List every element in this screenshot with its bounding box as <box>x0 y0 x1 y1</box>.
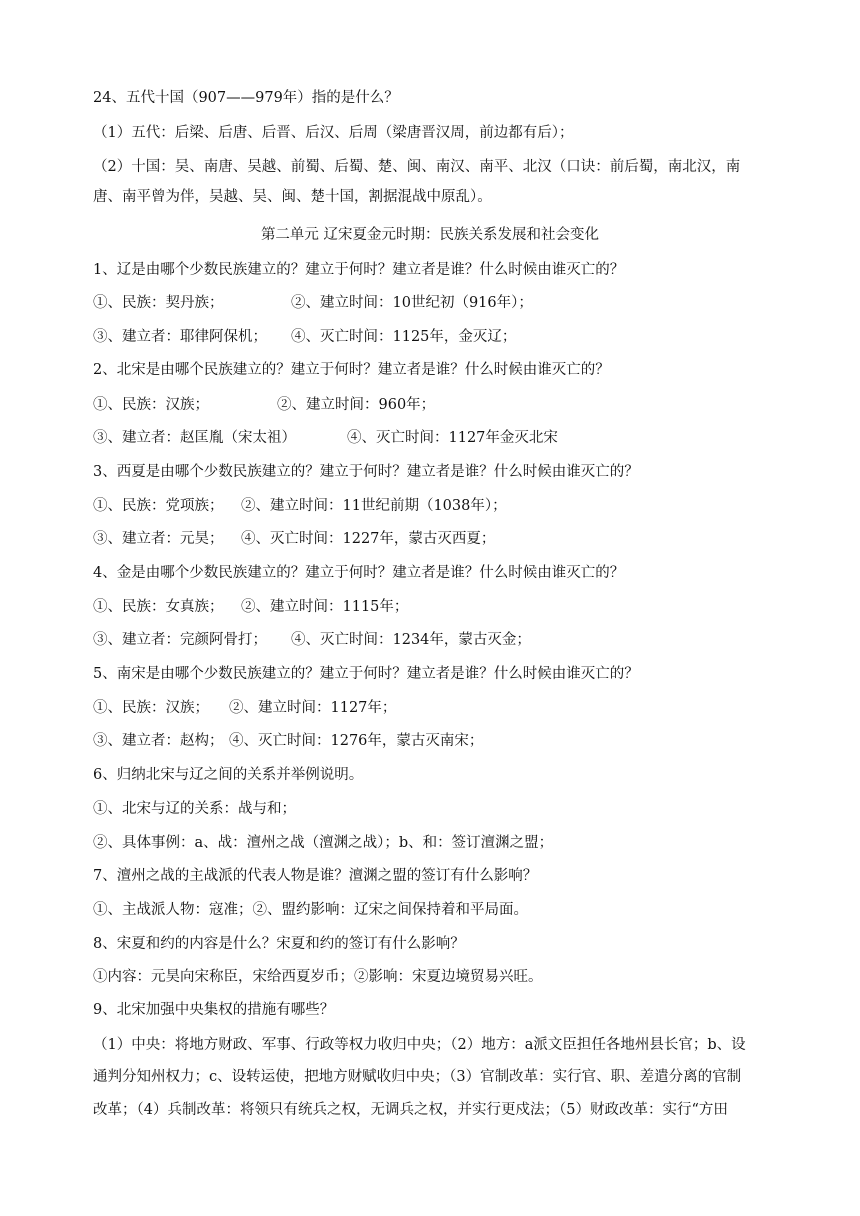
answer-line: ①、北宋与辽的关系：战与和； <box>93 801 296 817</box>
question-24-title: 24、五代十国（907——979年）指的是什么？ <box>93 90 399 106</box>
answer-item: ③、建立者：耶律阿保机； <box>93 329 267 345</box>
answer-line: ①内容：元昊向宋称臣，宋给西夏岁币；②影响：宋夏边境贸易兴旺。 <box>93 969 543 985</box>
answer-item: ①、民族：党项族； <box>93 498 224 514</box>
answer-line: ②、具体事例：a、战：澶州之战（澶渊之战）；b、和：签订澶渊之盟； <box>93 835 554 851</box>
answer-item: ③、建立者：完颜阿骨打； <box>93 632 267 648</box>
answer-item: ④、灭亡时间：1276年，蒙古灭南宋； <box>229 733 484 749</box>
answer-row <box>93 327 773 347</box>
answer-item: ②、建立时间：1115年； <box>241 599 409 615</box>
answer-item: ②、建立时间：1127年； <box>229 700 397 716</box>
question-7-title: 7、澶州之战的主战派的代表人物是谁？澶渊之盟的签订有什么影响？ <box>93 868 538 884</box>
answer-item: ①、民族：女真族； <box>93 599 224 615</box>
question-2-title: 2、北宋是由哪个民族建立的？建立于何时？建立者是谁？什么时候由谁灭亡的？ <box>93 362 610 378</box>
question-9-answer-line: （1）中央：将地方财政、军事、行政等权力收归中央；（2）地方：a派文臣担任各地州县长官；b、设 <box>93 1037 746 1053</box>
answer-row <box>93 496 773 516</box>
answer-row <box>93 731 773 751</box>
answer-item: ④、灭亡时间：1125年，金灭辽； <box>291 329 517 345</box>
question-5-title: 5、南宋是由哪个少数民族建立的？建立于何时？建立者是谁？什么时候由谁灭亡的？ <box>93 666 639 682</box>
question-6-title: 6、归纳北宋与辽之间的关系并举例说明。 <box>93 767 364 783</box>
answer-line: ①、主战派人物：寇准；②、盟约影响：辽宋之间保持着和平局面。 <box>93 902 528 918</box>
question-4-title: 4、金是由哪个少数民族建立的？建立于何时？建立者是谁？什么时候由谁灭亡的？ <box>93 565 625 581</box>
unit-heading: 第二单元 辽宋夏金元时期：民族关系发展和社会变化 <box>260 227 600 243</box>
answer-row <box>93 630 773 650</box>
answer-item: ④、灭亡时间：1127年金灭北宋 <box>347 430 558 446</box>
answer-item: ③、建立者：赵匡胤（宋太祖） <box>93 430 296 446</box>
answer-item: ②、建立时间：960年； <box>277 397 436 413</box>
answer-row <box>93 293 773 313</box>
answer-item: ④、灭亡时间：1227年，蒙古灭西夏； <box>241 531 496 547</box>
answer-item: ④、灭亡时间：1234年，蒙古灭金； <box>291 632 531 648</box>
question-24-answer-line: 唐、南平曾为伴，吴越、吴、闽、楚十国，割据混战中原乱）。 <box>93 189 492 205</box>
question-3-title: 3、西夏是由哪个少数民族建立的？建立于何时？建立者是谁？什么时候由谁灭亡的？ <box>93 464 639 480</box>
answer-row <box>93 395 773 415</box>
answer-item: ③、建立者：元昊； <box>93 531 224 547</box>
question-8-title: 8、宋夏和约的内容是什么？宋夏和约的签订有什么影响？ <box>93 936 465 952</box>
answer-item: ②、建立时间：11世纪前期（1038年）； <box>241 498 507 514</box>
answer-row <box>93 597 773 617</box>
answer-item: ②、建立时间：10世纪初（916年）； <box>291 295 533 311</box>
answer-item: ③、建立者：赵构； <box>93 733 224 749</box>
question-9-answer-line: 通判分知州权力；c、设转运使，把地方财赋收归中央；（3）官制改革：实行官、职、差遣分离的官制 <box>93 1069 742 1085</box>
question-24-answer-line: （1）五代：后梁、后唐、后晋、后汉、后周（梁唐晋汉周，前边都有后）； <box>93 125 574 141</box>
answer-item: ①、民族：契丹族； <box>93 295 224 311</box>
answer-item: ①、民族：汉族； <box>93 700 209 716</box>
question-9-answer-line: 改革；（4）兵制改革：将领只有统兵之权，无调兵之权，并实行更戍法；（5）财政改革：实行“方田 <box>93 1102 728 1118</box>
answer-row <box>93 529 773 549</box>
question-9-title: 9、北宋加强中央集权的措施有哪些？ <box>93 1002 335 1018</box>
answer-row <box>93 428 773 448</box>
answer-row <box>93 698 773 718</box>
question-24-answer-line: （2）十国：吴、南唐、吴越、前蜀、后蜀、楚、闽、南汉、南平、北汉（口诀：前后蜀，南北汉，南 <box>93 159 741 175</box>
question-1-title: 1、辽是由哪个少数民族建立的？建立于何时？建立者是谁？什么时候由谁灭亡的？ <box>93 262 625 278</box>
answer-item: ①、民族：汉族； <box>93 397 209 413</box>
